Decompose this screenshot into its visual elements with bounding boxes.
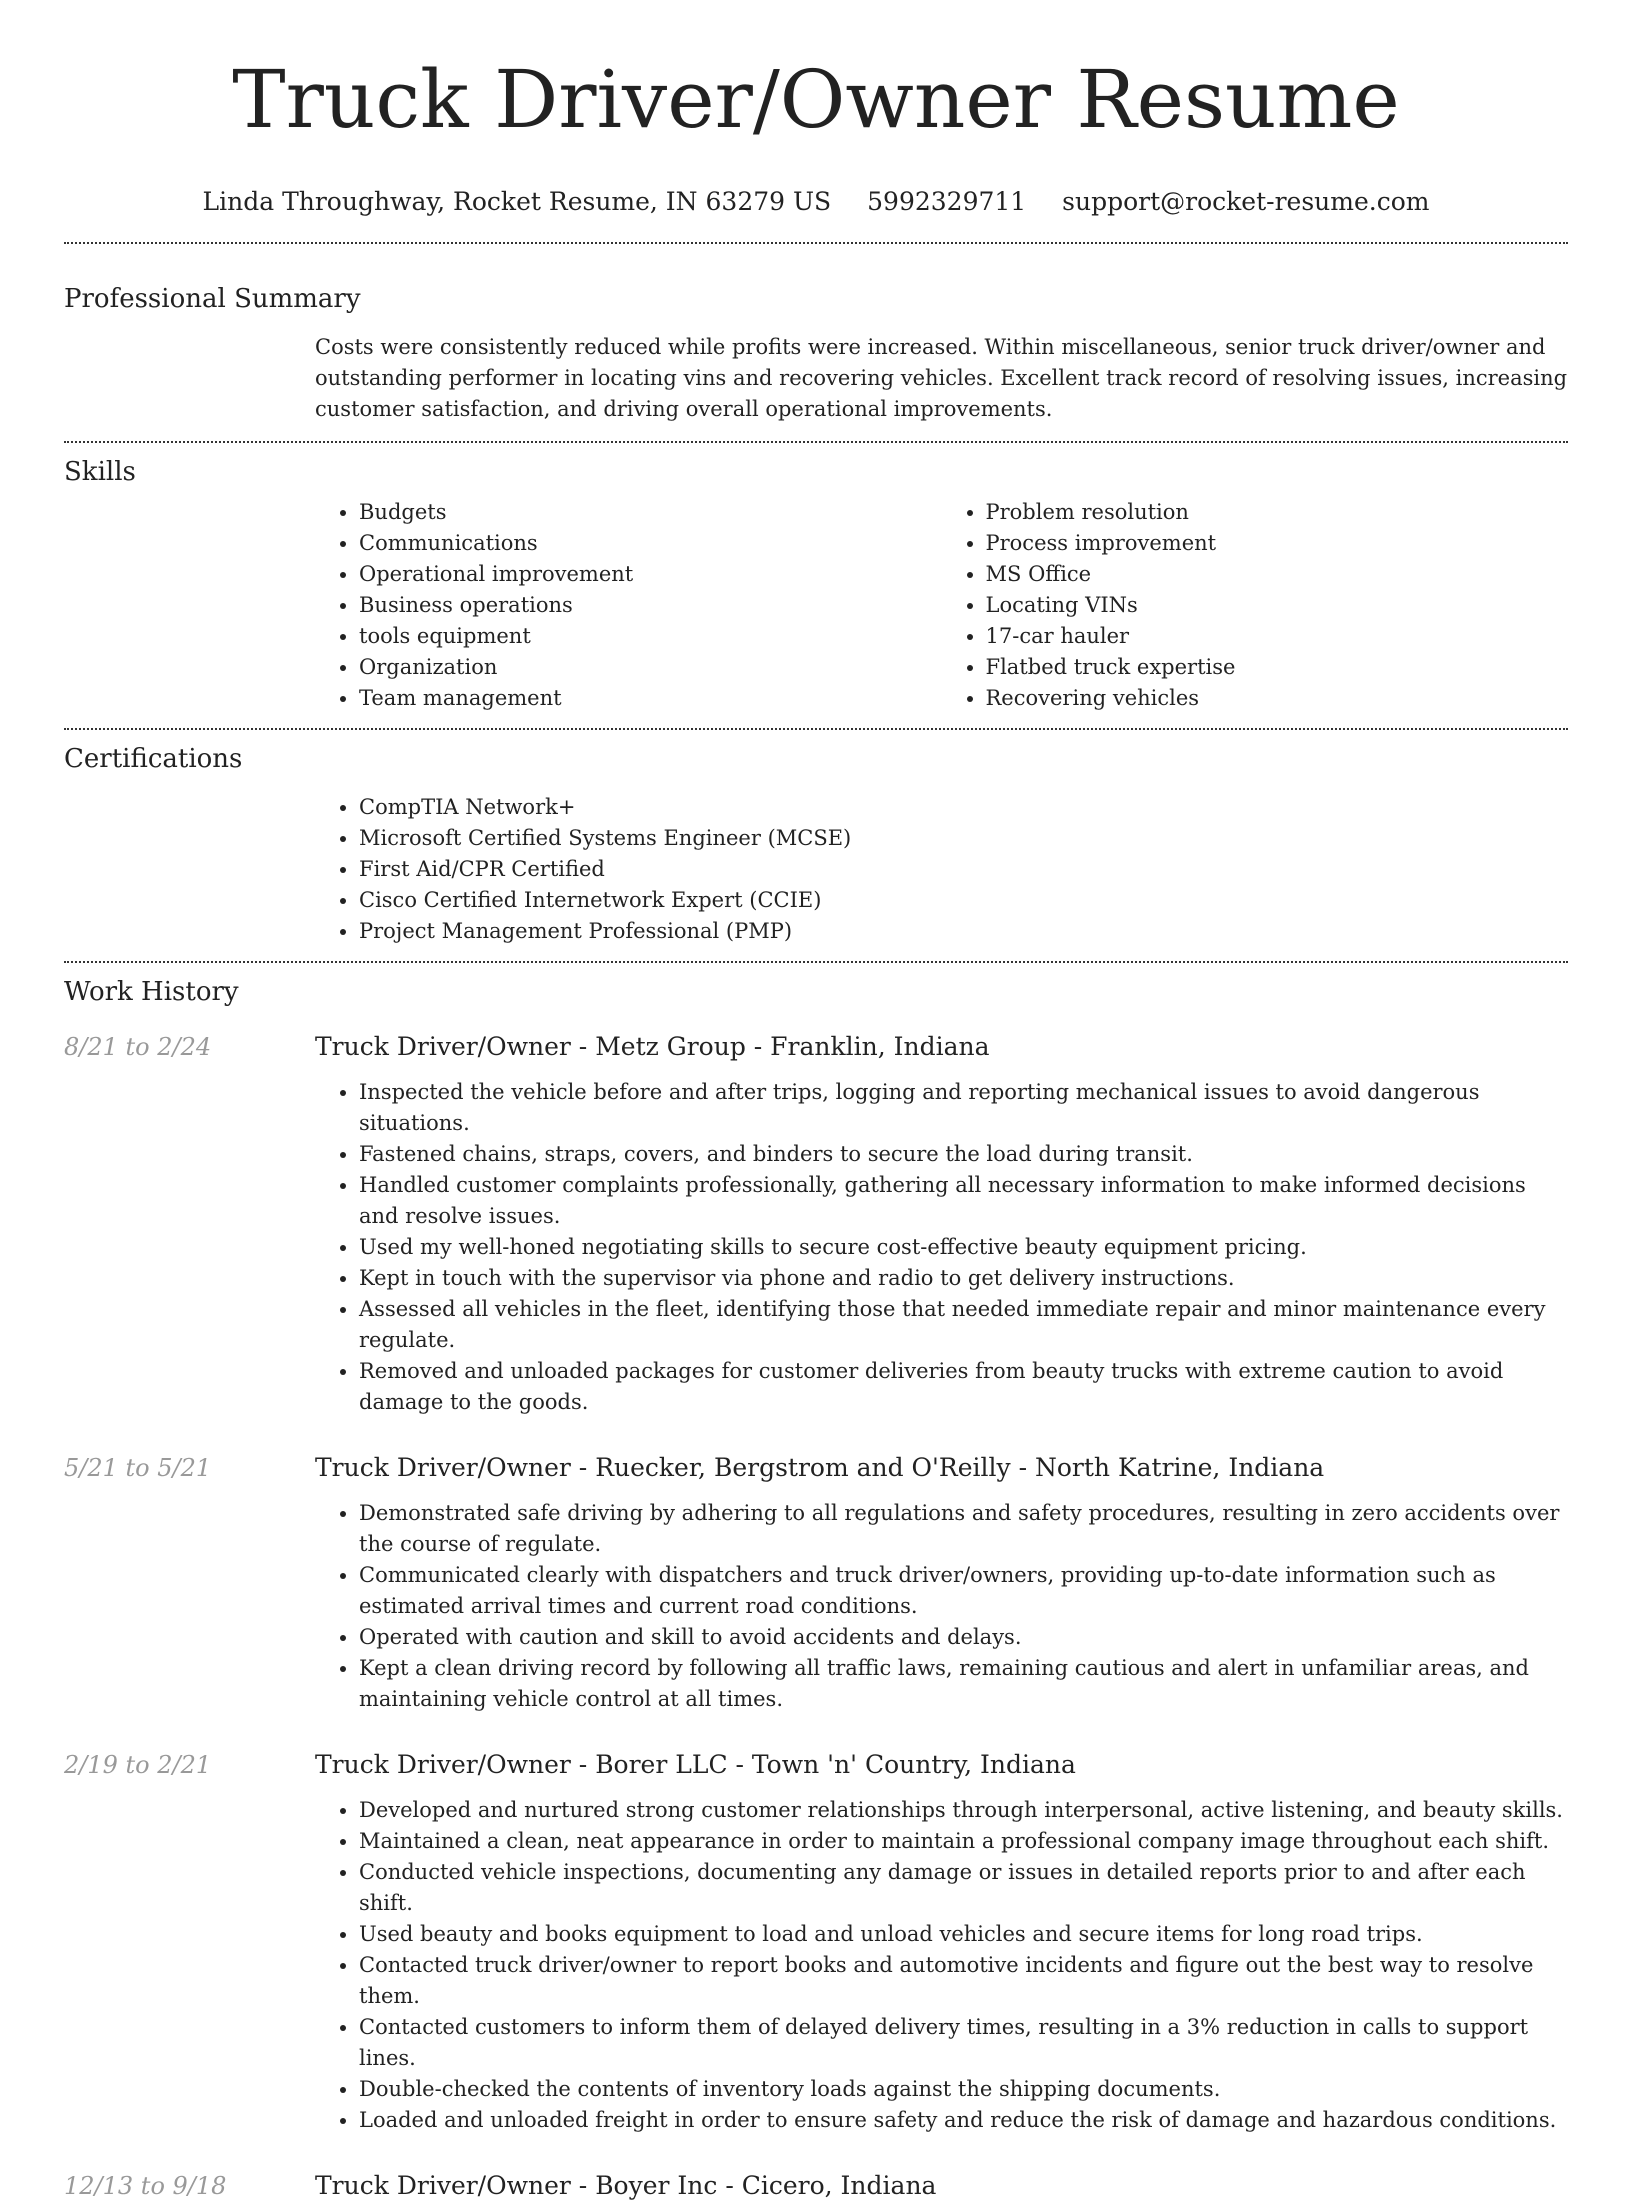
list-item: • CompTIA Network+ — [359, 792, 1568, 823]
list-item: • Used my well-honed negotiating skills to secure cost-effective beauty equipment pricing. — [359, 1232, 1568, 1263]
certifications-section — [64, 730, 1568, 961]
job-bullets — [315, 1077, 1568, 1418]
list-item: • Organization — [359, 652, 942, 683]
job-title: Truck Driver/Owner - Metz Group - Franklin, Indiana — [315, 1032, 990, 1061]
list-item: • Flatbed truck expertise — [986, 652, 1569, 683]
list-item: • Contacted truck driver/owner to report books and automotive incidents and figure out the best way to resolve them. — [359, 1950, 1568, 2012]
list-item: • Operational improvement — [359, 559, 942, 590]
list-item: • tools equipment — [359, 621, 942, 652]
job-entry — [64, 1031, 1568, 1418]
job-entry — [64, 1452, 1568, 1715]
job-dates: 2/19 to 2/21 — [64, 1751, 212, 1779]
list-item: • Team management — [359, 683, 942, 714]
list-item: • Removed and unloaded packages for customer deliveries from beauty trucks with extreme caution to avoid damage to the goods. — [359, 1356, 1568, 1418]
contact-email: support@rocket-resume.com — [1062, 187, 1430, 216]
job-entry — [64, 2170, 1568, 2202]
list-item: • Double-checked the contents of inventory loads against the shipping documents. — [359, 2074, 1568, 2105]
list-item: • Problem resolution — [986, 497, 1569, 528]
list-item: • Loaded and unloaded freight in order to ensure safety and reduce the risk of damage and hazardous conditions. — [359, 2105, 1568, 2136]
list-item: • Cisco Certified Internetwork Expert (CCIE) — [359, 885, 1568, 916]
list-item: • Conducted vehicle inspections, documenting any damage or issues in detailed reports prior to and after each shift. — [359, 1857, 1568, 1919]
list-item: • Project Management Professional (PMP) — [359, 916, 1568, 947]
job-header — [64, 1452, 1568, 1484]
contact-line — [64, 186, 1568, 218]
job-bullets — [315, 1498, 1568, 1715]
list-item: • Maintained a clean, neat appearance in order to maintain a professional company image throughout each shift. — [359, 1826, 1568, 1857]
certifications-list — [315, 792, 1568, 947]
job-entry — [64, 1749, 1568, 2136]
list-item: • Communicated clearly with dispatchers and truck driver/owners, providing up-to-date information such as estimated arrival times and current road conditions. — [359, 1560, 1568, 1622]
skills-list-left — [315, 497, 942, 714]
job-header — [64, 2170, 1568, 2202]
list-item: • Handled customer complaints professionally, gathering all necessary information to make informed decisions and resolve issues. — [359, 1170, 1568, 1232]
job-title: Truck Driver/Owner - Boyer Inc - Cicero, Indiana — [315, 2171, 937, 2200]
list-item: • Developed and nurtured strong customer relationships through interpersonal, active listening, and beauty skills. — [359, 1795, 1568, 1826]
skills-grid — [315, 497, 1568, 714]
list-item: • Demonstrated safe driving by adhering to all regulations and safety procedures, resulting in zero accidents over the course of regulate. — [359, 1498, 1568, 1560]
list-item: • Budgets — [359, 497, 942, 528]
job-bullets — [315, 1795, 1568, 2136]
list-item: • Assessed all vehicles in the fleet, identifying those that needed immediate repair and minor maintenance every regulate. — [359, 1294, 1568, 1356]
work-heading: Work History — [64, 977, 239, 1007]
skills-heading: Skills — [64, 457, 136, 487]
skills-section — [64, 443, 1568, 728]
job-dates: 12/13 to 9/18 — [64, 2172, 227, 2200]
list-item: • Business operations — [359, 590, 942, 621]
list-item: • Recovering vehicles — [986, 683, 1569, 714]
job-title: Truck Driver/Owner - Borer LLC - Town 'n' Country, Indiana — [315, 1750, 1076, 1779]
job-dates: 8/21 to 2/24 — [64, 1033, 212, 1061]
list-item: • Contacted customers to inform them of delayed delivery times, resulting in a 3% reduction in calls to support lines. — [359, 2012, 1568, 2074]
list-item: • Communications — [359, 528, 942, 559]
summary-section — [64, 244, 1568, 441]
list-item: • Process improvement — [986, 528, 1569, 559]
contact-address: Linda Throughway, Rocket Resume, IN 63279 US — [202, 187, 832, 216]
list-item: • MS Office — [986, 559, 1569, 590]
work-section — [64, 963, 1568, 2202]
list-item: • Used beauty and books equipment to load and unload vehicles and secure items for long road trips. — [359, 1919, 1568, 1950]
summary-heading: Professional Summary — [64, 284, 361, 314]
list-item: • Kept a clean driving record by following all traffic laws, remaining cautious and alert in unfamiliar areas, and maintaining vehicle control at all times. — [359, 1653, 1568, 1715]
list-item: • Fastened chains, straps, covers, and binders to secure the load during transit. — [359, 1139, 1568, 1170]
skills-list-right — [942, 497, 1569, 714]
job-dates: 5/21 to 5/21 — [64, 1454, 212, 1482]
list-item: • Locating VINs — [986, 590, 1569, 621]
certifications-body — [315, 792, 1568, 947]
job-title: Truck Driver/Owner - Ruecker, Bergstrom and O'Reilly - North Katrine, Indiana — [315, 1453, 1325, 1482]
job-header — [64, 1031, 1568, 1063]
list-item: • First Aid/CPR Certified — [359, 854, 1568, 885]
list-item: • Inspected the vehicle before and after trips, logging and reporting mechanical issues to avoid dangerous situations. — [359, 1077, 1568, 1139]
resume-title: Truck Driver/Owner Resume — [232, 53, 1400, 146]
certifications-heading: Certifications — [64, 744, 243, 774]
list-item: • Microsoft Certified Systems Engineer (MCSE) — [359, 823, 1568, 854]
list-item: • Kept in touch with the supervisor via phone and radio to get delivery instructions. — [359, 1263, 1568, 1294]
contact-phone: 5992329711 — [867, 187, 1027, 216]
job-header — [64, 1749, 1568, 1781]
summary-text: Costs were consistently reduced while profits were increased. Within miscellaneous, senior truck driver/owner and outstanding performer in locating vins and recovering vehicles. Excellent track record of resolving issues, increasing customer satisfaction, and driving overall operational improvements. — [315, 335, 1568, 421]
list-item: • 17-car hauler — [986, 621, 1569, 652]
list-item: • Operated with caution and skill to avoid accidents and delays. — [359, 1622, 1568, 1653]
